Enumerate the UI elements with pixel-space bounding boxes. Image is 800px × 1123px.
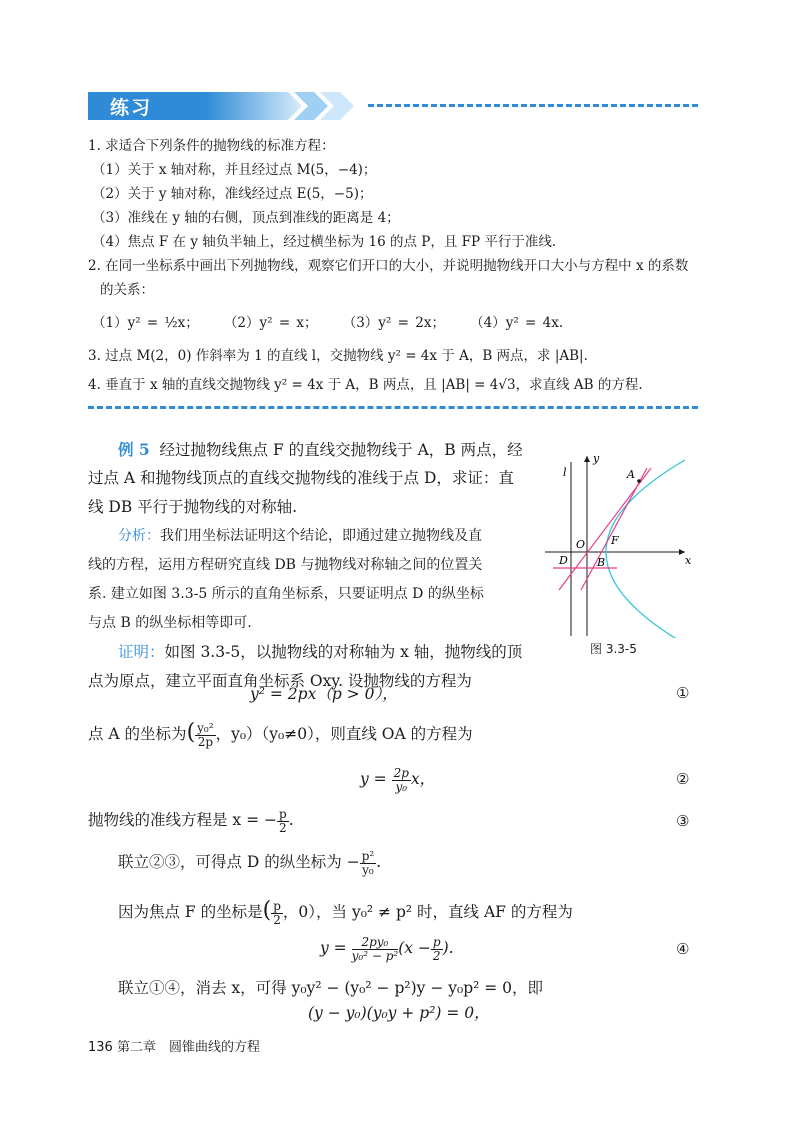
- exercise-1-3: （3）准线在 y 轴的右侧，顶点到准线的距离是 4；: [92, 210, 400, 226]
- equation-number-2: ②: [676, 770, 690, 788]
- frac-den: 2p: [197, 734, 214, 749]
- directrix-end: .: [288, 811, 294, 829]
- frac-den: 2: [432, 948, 441, 963]
- analysis-line-2: 线的方程，运用方程研究直线 DB 与抛物线对称轴之间的位置关: [88, 557, 483, 573]
- solve-d-end: .: [376, 853, 382, 871]
- exercise-1-1: （1）关于 x 轴对称，并且经过点 M(5，−4)；: [92, 162, 377, 178]
- proof-line-2: 点为原点，建立平面直角坐标系 Oxy. 设抛物线的方程为: [88, 672, 472, 690]
- label-d: D: [559, 554, 568, 567]
- frac-num: y₀²: [197, 720, 214, 735]
- exercise-2-item-3: （3）y² = 2x；: [342, 315, 445, 331]
- exercise-2-cont: 的关系：: [100, 282, 154, 298]
- label-x: x: [685, 554, 692, 567]
- y-arrow-icon: [584, 456, 590, 462]
- label-b: B: [597, 556, 606, 569]
- equation-2: [360, 765, 800, 794]
- frac-den: y₀: [362, 862, 374, 877]
- frac-num: p: [432, 934, 441, 949]
- proof-label: 证明：: [118, 643, 165, 661]
- figure-caption: 图 3.3-5: [590, 642, 637, 656]
- eq4-lhs: y =: [320, 939, 347, 957]
- exercise-2-items: [92, 313, 563, 333]
- directrix-text: 抛物线的准线方程是 x = −: [88, 811, 277, 829]
- line-af: [581, 468, 647, 590]
- focus-fraction: [271, 900, 283, 927]
- frac-num: p: [279, 806, 287, 821]
- analysis-label: 分析：: [118, 528, 160, 544]
- equation-1: y² = 2px（p > 0），: [250, 685, 398, 703]
- label-l: l: [563, 466, 567, 479]
- eq2-rhs: x，: [410, 770, 436, 788]
- point-a-text-2: ，则直线 OA 的方程为: [314, 725, 473, 743]
- focus-text: 因为焦点 F 的坐标是: [118, 903, 263, 921]
- section-title: 练习: [110, 97, 153, 119]
- eq4-end: ).: [442, 939, 454, 957]
- equation-number-1: ①: [676, 684, 690, 702]
- bottom-divider: [88, 406, 698, 409]
- label-a: A: [627, 468, 635, 481]
- equation-number-3: ③: [676, 812, 690, 830]
- exercise-3: 3. 过点 M(2，0) 作斜率为 1 的直线 l，交抛物线 y² = 4x 于 A，B 两点，求 |AB|.: [88, 348, 588, 364]
- frac-num: p²: [361, 848, 375, 863]
- equation-5: (y − y₀)(y₀y + p²) = 0，: [308, 1004, 490, 1022]
- eq2-lhs: y =: [360, 770, 387, 788]
- frac-den: y₀: [395, 779, 408, 794]
- point-a: [637, 479, 641, 483]
- label-o: O: [576, 538, 586, 551]
- solve-d-line: [118, 848, 558, 877]
- eq4-paren: (x −: [398, 939, 431, 957]
- exercise-1: 1. 求适合下列条件的抛物线的标准方程：: [88, 138, 335, 154]
- top-divider: [368, 104, 698, 107]
- solve-2-line: 联立①④，消去 x，可得 y₀y² − (y₀² − p²)y − y₀p² = 0，即: [118, 979, 544, 997]
- frac-den: y₀² − p²: [351, 948, 399, 963]
- focus-y: ，0）: [282, 903, 317, 921]
- frac-den: 2: [273, 912, 281, 927]
- point-a-y: ，y₀）（y₀≠0）: [215, 725, 315, 743]
- label-f: F: [611, 534, 619, 547]
- exercise-2: 2. 在同一坐标系中画出下列抛物线，观察它们开口的大小，并说明抛物线开口大小与方程中 x 的系数: [88, 258, 689, 274]
- solve-d-text: 联立②③，可得点 D 的纵坐标为 −: [118, 853, 360, 871]
- exercise-2-item-1: （1）y² = ½x；: [92, 315, 199, 331]
- frac-den: 2: [279, 820, 287, 835]
- page-footer: 136 第二章 圆锥曲线的方程: [88, 1040, 260, 1055]
- example-line-1: 经过抛物线焦点 F 的直线交抛物线于 A，B 两点，经: [159, 441, 523, 459]
- parabola: [606, 460, 685, 638]
- directrix-line: [88, 806, 528, 835]
- proof-line-1: 如图 3.3-5，以抛物线的对称轴为 x 轴，抛物线的顶: [164, 643, 523, 661]
- exercise-1-2: （2）关于 y 轴对称，准线经过点 E(5，−5)；: [92, 186, 373, 202]
- example-label: 例 5: [118, 440, 150, 459]
- point-a-text: 点 A 的坐标为: [88, 725, 187, 743]
- solve-d-fraction: [360, 850, 377, 877]
- exercise-2-item-2: （2）y² = x；: [223, 315, 318, 331]
- point-a-fraction: [195, 722, 215, 749]
- frac-num: p: [273, 898, 281, 913]
- directrix-fraction: [277, 808, 289, 835]
- figure-3-3-5: [545, 448, 695, 638]
- label-y: y: [593, 452, 600, 465]
- eq4-fraction: [352, 936, 399, 963]
- analysis-line-4: 与点 B 的纵坐标相等即可.: [88, 615, 252, 631]
- exercise-1-4: （4）焦点 F 在 y 轴负半轴上，经过横坐标为 16 的点 P，且 FP 平行于准线.: [92, 234, 557, 250]
- frac-num: 2p: [393, 765, 409, 780]
- exercise-4: 4. 垂直于 x 轴的直线交抛物线 y² = 4x 于 A，B 两点，且 |AB| = 4√3，求直线 AB 的方程.: [88, 377, 643, 393]
- eq2-fraction: [392, 767, 411, 794]
- focus-text-2: ，当 y₀² ≠ p² 时，直线 AF 的方程为: [316, 903, 573, 921]
- exercise-2-item-4: （4）y² = 4x.: [470, 315, 564, 331]
- focus-line: 因为焦点 F 的坐标是( $\frac{p}{2}$ ，0），当 y₀² ≠ p² 时，直线 AF 的方程为: [118, 898, 573, 927]
- example-line-3: 线 DB 平行于抛物线的对称轴.: [88, 498, 298, 516]
- point-a-line: 点 A 的坐标为( $\frac{\text{y₀²}}{2p}$ ，y₀）（y₀≠0），则直线 OA 的方程为: [88, 720, 473, 749]
- frac-num: 2py₀: [352, 936, 399, 950]
- equation-4: [320, 934, 760, 963]
- analysis-line-3: 系. 建立如图 3.3-5 所示的直角坐标系，只要证明点 D 的纵坐标: [88, 586, 484, 602]
- equation-number-4: ④: [676, 940, 690, 958]
- analysis-line-1: 我们用坐标法证明这个结论，即通过建立抛物线及直: [160, 528, 482, 544]
- example-line-2: 过点 A 和抛物线顶点的直线交抛物线的准线于点 D，求证：直: [88, 469, 514, 487]
- eq4-fraction-2: [431, 936, 443, 963]
